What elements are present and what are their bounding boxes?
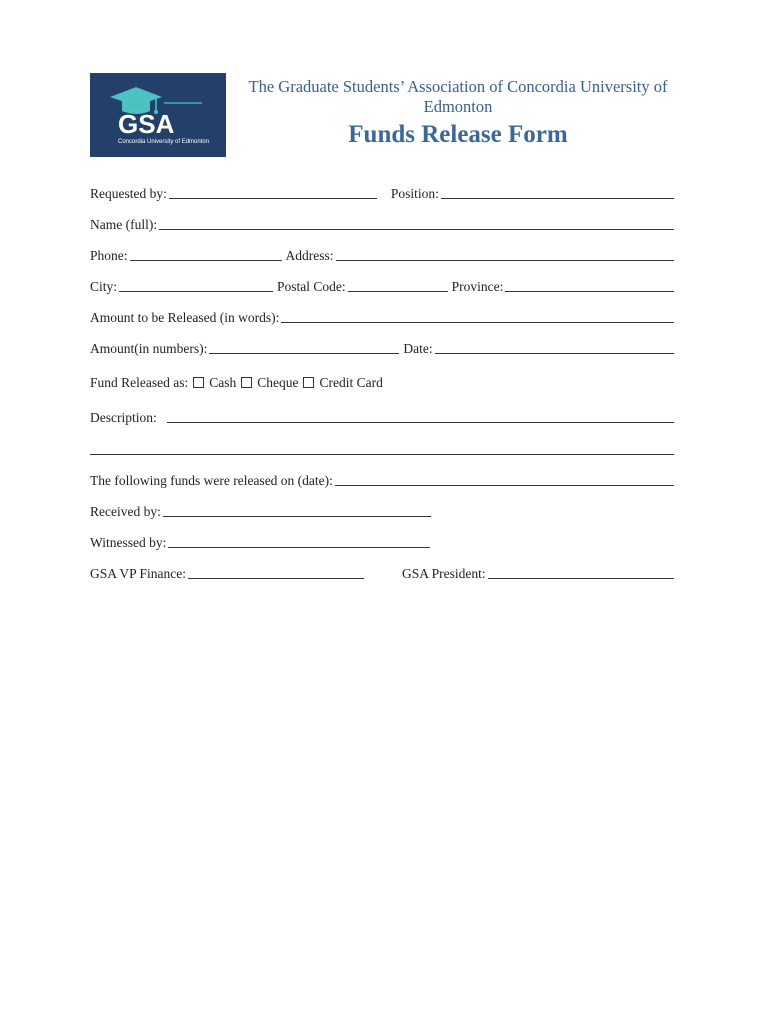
- row-phone: [90, 244, 678, 264]
- name-field[interactable]: [159, 217, 674, 230]
- row-amount-numbers: [90, 337, 678, 357]
- organization-name: The Graduate Students’ Association of Concordia University of Edmonton: [248, 77, 668, 116]
- row-requested-by: [90, 182, 678, 202]
- position-label: Position:: [390, 186, 439, 201]
- amount-words-field[interactable]: [281, 310, 674, 323]
- president-signature-field[interactable]: [488, 566, 674, 579]
- witnessed-by-label: Witnessed by:: [90, 535, 167, 550]
- description-field-line-2[interactable]: [90, 442, 674, 455]
- city-field[interactable]: [119, 279, 273, 292]
- postal-code-field[interactable]: [348, 279, 448, 292]
- phone-field[interactable]: [130, 248, 282, 261]
- row-amount-words: [90, 306, 678, 326]
- row-fund-released-as: [90, 371, 678, 391]
- province-label: Province:: [451, 279, 504, 294]
- cheque-option-label: Cheque: [257, 375, 299, 390]
- date-label: Date:: [403, 341, 433, 356]
- name-label: Name (full):: [90, 217, 158, 232]
- row-city: [90, 275, 678, 295]
- credit-card-option-label: Credit Card: [319, 375, 383, 390]
- received-by-label: Received by:: [90, 504, 161, 519]
- postal-code-label: Postal Code:: [277, 279, 346, 294]
- address-label: Address:: [285, 248, 334, 263]
- vp-finance-label: GSA VP Finance:: [90, 566, 187, 581]
- cheque-checkbox[interactable]: [241, 377, 252, 388]
- graduation-cap-icon: [90, 73, 226, 157]
- released-on-field[interactable]: [335, 473, 674, 486]
- description-field[interactable]: [167, 410, 674, 423]
- city-label: City:: [90, 279, 118, 294]
- president-label: GSA President:: [402, 566, 486, 581]
- row-witnessed-by: [90, 531, 678, 551]
- credit-card-checkbox[interactable]: [303, 377, 314, 388]
- amount-words-label: Amount to be Released (in words):: [90, 310, 280, 325]
- amount-numbers-field[interactable]: [209, 341, 399, 354]
- row-description: [90, 406, 678, 426]
- province-field[interactable]: [505, 279, 674, 292]
- released-on-label: The following funds were released on (date):: [90, 473, 333, 488]
- vp-finance-signature-field[interactable]: [188, 566, 364, 579]
- row-received-by: [90, 500, 678, 520]
- row-signatures: [90, 562, 678, 582]
- row-description-continued: [90, 438, 678, 458]
- cash-option-label: Cash: [209, 375, 237, 390]
- row-released-on: [90, 469, 678, 489]
- amount-numbers-label: Amount(in numbers):: [90, 341, 208, 356]
- phone-label: Phone:: [90, 248, 128, 263]
- gsa-logo: [90, 73, 226, 157]
- witnessed-by-field[interactable]: [168, 535, 430, 548]
- fund-released-as-label: Fund Released as:: [90, 375, 189, 390]
- logo-subtext: Concordia University of Edmonton: [118, 139, 210, 145]
- row-name: [90, 213, 678, 233]
- form-title: Funds Release Form: [348, 121, 568, 148]
- logo-text: GSA: [118, 109, 175, 139]
- description-label: Description:: [90, 410, 157, 425]
- date-field[interactable]: [435, 341, 674, 354]
- requested-by-field[interactable]: [169, 186, 377, 199]
- address-field[interactable]: [336, 248, 674, 261]
- position-field[interactable]: [441, 186, 674, 199]
- received-by-field[interactable]: [163, 504, 431, 517]
- requested-by-label: Requested by:: [90, 186, 167, 201]
- cash-checkbox[interactable]: [193, 377, 204, 388]
